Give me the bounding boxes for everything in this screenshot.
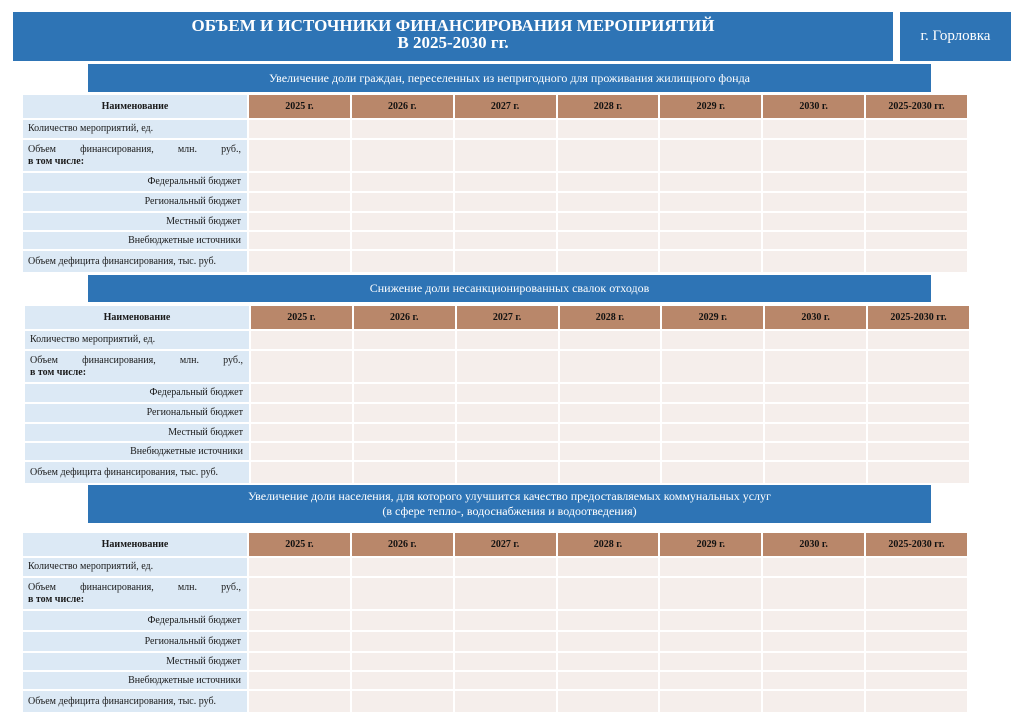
row-label: Местный бюджет bbox=[25, 424, 249, 441]
column-header-2026: 2026 г. bbox=[352, 95, 453, 118]
cell bbox=[558, 173, 659, 191]
label-sub: в том числе: bbox=[28, 155, 85, 167]
cell bbox=[660, 611, 761, 630]
cell bbox=[662, 331, 763, 349]
table-row-deficit bbox=[23, 251, 967, 272]
cell bbox=[763, 140, 864, 171]
row-label: Федеральный бюджет bbox=[23, 173, 247, 191]
cell bbox=[560, 331, 661, 349]
row-label: Региональный бюджет bbox=[23, 632, 247, 651]
table-row-deficit bbox=[23, 691, 967, 712]
table-row-federal bbox=[23, 611, 967, 630]
cell bbox=[352, 193, 453, 211]
cell bbox=[660, 140, 761, 171]
cell bbox=[455, 173, 556, 191]
cell bbox=[660, 120, 761, 138]
row-label: Объем дефицита финансирования, тыс. руб. bbox=[23, 691, 247, 712]
cell bbox=[558, 632, 659, 651]
cell bbox=[455, 672, 556, 689]
cell bbox=[457, 424, 558, 441]
cell bbox=[560, 351, 661, 382]
cell bbox=[763, 232, 864, 249]
cell bbox=[763, 578, 864, 609]
column-header-name: Наименование bbox=[23, 95, 247, 118]
cell bbox=[455, 632, 556, 651]
cell bbox=[558, 140, 659, 171]
cell bbox=[251, 462, 352, 483]
section-3-title-line-1: Увеличение доли населения, для которого улучшится качество предоставляемых коммунальных услуг bbox=[248, 489, 771, 503]
cell bbox=[763, 558, 864, 576]
row-label bbox=[25, 351, 249, 382]
cell bbox=[765, 443, 866, 460]
label-word: руб., bbox=[221, 143, 241, 155]
section-3-title-line-2: (в сфере тепло-, водоснабжения и водоотведения) bbox=[382, 504, 637, 518]
label-word: млн. bbox=[179, 354, 200, 366]
table-row-federal bbox=[25, 384, 969, 402]
cell bbox=[352, 251, 453, 272]
section-2-header bbox=[88, 275, 931, 302]
cell bbox=[866, 653, 967, 670]
cell bbox=[866, 193, 967, 211]
cell bbox=[558, 558, 659, 576]
label-sub: в том числе: bbox=[28, 593, 85, 605]
cell bbox=[558, 672, 659, 689]
cell bbox=[249, 120, 350, 138]
label-word: финансирования, bbox=[80, 581, 154, 593]
cell bbox=[251, 404, 352, 422]
cell bbox=[352, 653, 453, 670]
cell bbox=[251, 384, 352, 402]
cell bbox=[455, 213, 556, 230]
cell bbox=[249, 232, 350, 249]
cell bbox=[560, 404, 661, 422]
cell bbox=[558, 653, 659, 670]
cell bbox=[558, 691, 659, 712]
cell bbox=[455, 558, 556, 576]
cell bbox=[354, 443, 455, 460]
cell bbox=[249, 193, 350, 211]
cell bbox=[249, 611, 350, 630]
label-word: финансирования, bbox=[82, 354, 156, 366]
cell bbox=[763, 213, 864, 230]
cell bbox=[660, 653, 761, 670]
section-1-title: Увеличение доли граждан, переселенных из непригодного для проживания жилищного фонда bbox=[268, 70, 750, 85]
label-word: руб., bbox=[223, 354, 243, 366]
city-name: г. Горловка bbox=[920, 28, 991, 44]
page-title bbox=[13, 12, 893, 61]
column-header-2029: 2029 г. bbox=[662, 306, 763, 329]
cell bbox=[765, 351, 866, 382]
cell bbox=[251, 443, 352, 460]
column-header-2029: 2029 г. bbox=[660, 95, 761, 118]
cell bbox=[660, 578, 761, 609]
cell bbox=[765, 462, 866, 483]
cell bbox=[457, 462, 558, 483]
cell bbox=[455, 140, 556, 171]
cell bbox=[352, 672, 453, 689]
cell bbox=[763, 672, 864, 689]
cell bbox=[866, 120, 967, 138]
cell bbox=[354, 351, 455, 382]
city-label bbox=[900, 12, 1011, 61]
label-word: финансирования, bbox=[80, 143, 154, 155]
cell bbox=[866, 173, 967, 191]
cell bbox=[457, 351, 558, 382]
cell bbox=[558, 120, 659, 138]
cell bbox=[251, 424, 352, 441]
cell bbox=[866, 672, 967, 689]
cell bbox=[457, 404, 558, 422]
table-row-volume bbox=[23, 140, 967, 171]
cell bbox=[249, 578, 350, 609]
cell bbox=[866, 232, 967, 249]
table-row-local bbox=[23, 213, 967, 230]
title-line-1: ОБЪЕМ И ИСТОЧНИКИ ФИНАНСИРОВАНИЯ МЕРОПРИЯТИЙ bbox=[191, 16, 715, 35]
cell bbox=[866, 691, 967, 712]
cell bbox=[660, 251, 761, 272]
section-3-table bbox=[21, 531, 969, 714]
cell bbox=[249, 140, 350, 171]
row-label: Объем дефицита финансирования, тыс. руб. bbox=[23, 251, 247, 272]
cell bbox=[354, 462, 455, 483]
table-row-volume bbox=[23, 578, 967, 609]
cell bbox=[354, 404, 455, 422]
column-header-2025: 2025 г. bbox=[251, 306, 352, 329]
table-header-row bbox=[23, 533, 967, 556]
cell bbox=[455, 232, 556, 249]
table-row-extrabudget bbox=[25, 443, 969, 460]
cell bbox=[457, 443, 558, 460]
table-row-count bbox=[25, 331, 969, 349]
column-header-total: 2025-2030 гг. bbox=[866, 533, 967, 556]
column-header-2027: 2027 г. bbox=[455, 95, 556, 118]
column-header-total: 2025-2030 гг. bbox=[866, 95, 967, 118]
cell bbox=[763, 691, 864, 712]
table-header-row bbox=[25, 306, 969, 329]
cell bbox=[763, 632, 864, 651]
row-label bbox=[23, 140, 247, 171]
cell bbox=[560, 443, 661, 460]
cell bbox=[560, 462, 661, 483]
column-header-2030: 2030 г. bbox=[763, 533, 864, 556]
label-sub: в том числе: bbox=[30, 366, 87, 378]
cell bbox=[249, 653, 350, 670]
cell bbox=[249, 173, 350, 191]
table-row-extrabudget bbox=[23, 672, 967, 689]
section-3-header bbox=[88, 485, 931, 523]
cell bbox=[660, 632, 761, 651]
column-header-2026: 2026 г. bbox=[354, 306, 455, 329]
row-label: Местный бюджет bbox=[23, 653, 247, 670]
row-label: Внебюджетные источники bbox=[25, 443, 249, 460]
cell bbox=[763, 611, 864, 630]
cell bbox=[763, 251, 864, 272]
cell bbox=[560, 384, 661, 402]
section-1-table bbox=[21, 93, 969, 274]
cell bbox=[763, 120, 864, 138]
column-header-2027: 2027 г. bbox=[455, 533, 556, 556]
cell bbox=[662, 404, 763, 422]
cell bbox=[662, 384, 763, 402]
cell bbox=[866, 251, 967, 272]
column-header-2026: 2026 г. bbox=[352, 533, 453, 556]
cell bbox=[455, 653, 556, 670]
column-header-2030: 2030 г. bbox=[765, 306, 866, 329]
column-header-2025: 2025 г. bbox=[249, 533, 350, 556]
table-row-local bbox=[23, 653, 967, 670]
cell bbox=[662, 462, 763, 483]
table-row-count bbox=[23, 558, 967, 576]
row-label: Региональный бюджет bbox=[25, 404, 249, 422]
cell bbox=[455, 193, 556, 211]
row-label: Количество мероприятий, ед. bbox=[25, 331, 249, 349]
cell bbox=[352, 558, 453, 576]
row-label: Внебюджетные источники bbox=[23, 232, 247, 249]
cell bbox=[866, 140, 967, 171]
table-row-extrabudget bbox=[23, 232, 967, 249]
cell bbox=[558, 251, 659, 272]
cell bbox=[558, 232, 659, 249]
cell bbox=[662, 424, 763, 441]
cell bbox=[866, 611, 967, 630]
section-1-header bbox=[88, 64, 931, 92]
cell bbox=[868, 331, 969, 349]
row-label: Местный бюджет bbox=[23, 213, 247, 230]
cell bbox=[455, 251, 556, 272]
cell bbox=[558, 213, 659, 230]
cell bbox=[251, 331, 352, 349]
cell bbox=[249, 672, 350, 689]
cell bbox=[868, 443, 969, 460]
cell bbox=[457, 331, 558, 349]
row-label: Федеральный бюджет bbox=[25, 384, 249, 402]
cell bbox=[660, 672, 761, 689]
column-header-2028: 2028 г. bbox=[558, 533, 659, 556]
label-word: Объем bbox=[28, 581, 56, 593]
cell bbox=[763, 173, 864, 191]
cell bbox=[352, 140, 453, 171]
cell bbox=[868, 384, 969, 402]
title-line-2: В 2025-2030 гг. bbox=[397, 33, 509, 52]
cell bbox=[868, 404, 969, 422]
column-header-name: Наименование bbox=[23, 533, 247, 556]
cell bbox=[352, 120, 453, 138]
cell bbox=[868, 462, 969, 483]
cell bbox=[866, 632, 967, 651]
cell bbox=[560, 424, 661, 441]
cell bbox=[765, 424, 866, 441]
cell bbox=[352, 578, 453, 609]
row-label: Федеральный бюджет bbox=[23, 611, 247, 630]
label-word: млн. bbox=[177, 581, 198, 593]
table-row-count bbox=[23, 120, 967, 138]
section-2-table bbox=[23, 304, 971, 485]
cell bbox=[352, 213, 453, 230]
column-header-2029: 2029 г. bbox=[660, 533, 761, 556]
cell bbox=[249, 213, 350, 230]
cell bbox=[660, 213, 761, 230]
column-header-2028: 2028 г. bbox=[558, 95, 659, 118]
cell bbox=[660, 558, 761, 576]
cell bbox=[765, 384, 866, 402]
cell bbox=[249, 691, 350, 712]
cell bbox=[249, 632, 350, 651]
cell bbox=[866, 578, 967, 609]
cell bbox=[660, 193, 761, 211]
column-header-2025: 2025 г. bbox=[249, 95, 350, 118]
cell bbox=[352, 632, 453, 651]
cell bbox=[249, 251, 350, 272]
column-header-2030: 2030 г. bbox=[763, 95, 864, 118]
cell bbox=[354, 424, 455, 441]
table-row-federal bbox=[23, 173, 967, 191]
label-word: Объем bbox=[28, 143, 56, 155]
cell bbox=[662, 351, 763, 382]
cell bbox=[558, 193, 659, 211]
table-row-regional bbox=[23, 193, 967, 211]
cell bbox=[868, 424, 969, 441]
cell bbox=[455, 691, 556, 712]
column-header-2028: 2028 г. bbox=[560, 306, 661, 329]
cell bbox=[763, 653, 864, 670]
cell bbox=[251, 351, 352, 382]
cell bbox=[455, 578, 556, 609]
table-row-regional bbox=[25, 404, 969, 422]
cell bbox=[765, 331, 866, 349]
cell bbox=[558, 611, 659, 630]
label-word: млн. bbox=[177, 143, 198, 155]
cell bbox=[866, 558, 967, 576]
column-header-name: Наименование bbox=[25, 306, 249, 329]
cell bbox=[763, 193, 864, 211]
row-label: Объем дефицита финансирования, тыс. руб. bbox=[25, 462, 249, 483]
cell bbox=[352, 232, 453, 249]
cell bbox=[660, 691, 761, 712]
column-header-2027: 2027 г. bbox=[457, 306, 558, 329]
cell bbox=[765, 404, 866, 422]
cell bbox=[354, 384, 455, 402]
table-header-row bbox=[23, 95, 967, 118]
table-row-regional bbox=[23, 632, 967, 651]
cell bbox=[660, 232, 761, 249]
row-label: Количество мероприятий, ед. bbox=[23, 120, 247, 138]
cell bbox=[354, 331, 455, 349]
cell bbox=[249, 558, 350, 576]
row-label: Региональный бюджет bbox=[23, 193, 247, 211]
cell bbox=[866, 213, 967, 230]
cell bbox=[352, 691, 453, 712]
cell bbox=[455, 120, 556, 138]
label-word: Объем bbox=[30, 354, 58, 366]
row-label: Количество мероприятий, ед. bbox=[23, 558, 247, 576]
cell bbox=[660, 173, 761, 191]
row-label: Внебюджетные источники bbox=[23, 672, 247, 689]
cell bbox=[662, 443, 763, 460]
table-row-local bbox=[25, 424, 969, 441]
cell bbox=[455, 611, 556, 630]
cell bbox=[558, 578, 659, 609]
table-row-deficit bbox=[25, 462, 969, 483]
column-header-total: 2025-2030 гг. bbox=[868, 306, 969, 329]
cell bbox=[457, 384, 558, 402]
section-2-title: Снижение доли несанкционированных свалок отходов bbox=[369, 281, 650, 295]
cell bbox=[352, 611, 453, 630]
row-label bbox=[23, 578, 247, 609]
cell bbox=[868, 351, 969, 382]
cell bbox=[352, 173, 453, 191]
table-row-volume bbox=[25, 351, 969, 382]
label-word: руб., bbox=[221, 581, 241, 593]
